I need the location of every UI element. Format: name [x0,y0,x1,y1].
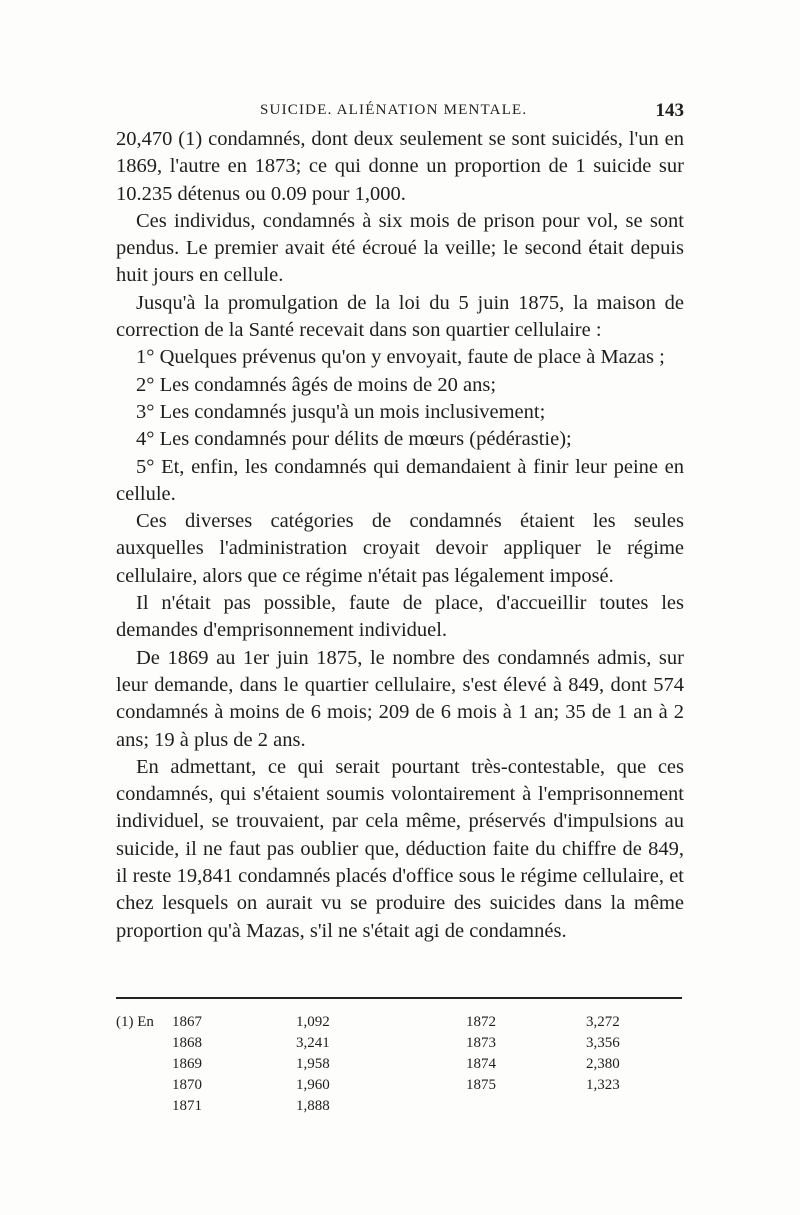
list-item: 3° Les condamnés jusqu'à un mois inclusivement; [136,400,546,423]
footnote-year: 1870 [172,1077,202,1093]
footnote-row [116,1075,682,1096]
footnote-value: 3,356 [586,1035,620,1051]
list-item: 5° Et, enfin, les condamnés qui demandaient à finir leur peine en cellule. [116,455,684,505]
list-item: 4° Les condamnés pour délits de mœurs (pédérastie); [136,428,572,451]
footnote-year: 1872 [466,1014,496,1030]
footnote-year: 1875 [466,1077,496,1093]
page-number: 143 [655,100,684,121]
footnote-value: 2,380 [586,1056,620,1072]
footnote-year: 1871 [172,1098,202,1114]
footnote-value: 1,960 [296,1077,330,1093]
footnote-row [116,1033,682,1054]
paragraph: Ces diverses catégories de condamnés étaient les seules auxquelles l'administration croyait devoir appliquer le régime cellulaire, alors que ce régime n'était pas légalement imposé. [116,510,684,587]
footnote-value: 3,272 [586,1014,620,1030]
paragraph: Il n'était pas possible, faute de place, d'accueillir toutes les demandes d'emprisonnement individuel. [116,592,684,642]
list-item: 2° Les condamnés âgés de moins de 20 ans; [136,373,497,396]
footnote-value: 3,241 [296,1035,330,1051]
footnote-row [116,1096,682,1117]
body-text [116,126,684,945]
footnote-row [116,1054,682,1075]
footnote-value: 1,092 [296,1014,330,1030]
footnote-divider [116,997,682,999]
running-title: SUICIDE. ALIÉNATION MENTALE. [260,102,528,118]
footnote-value: 1,323 [586,1077,620,1093]
footnote-value: 1,888 [296,1098,330,1114]
paragraph: 20,470 (1) condamnés, dont deux seulement se sont suicidés, l'un en 1869, l'autre en 1873; ce qui donne un proportion de 1 suicide sur 10.235 détenus ou 0.09 pour 1,000. [116,128,684,205]
footnote-year: 1868 [172,1035,202,1051]
footnote-row [116,1012,682,1033]
footnote-year: 1867 [172,1014,202,1030]
footnote-year: 1873 [466,1035,496,1051]
paragraph: De 1869 au 1er juin 1875, le nombre des condamnés admis, sur leur demande, dans le quartier cellulaire, s'est élevé à 849, dont 574 condamnés à moins de 6 mois; 209 de 6 mois à 1 an; 35 de 1 an à 2 ans; 19 à plus de 2 ans. [116,646,684,751]
footnote-year: 1874 [466,1056,496,1072]
list-item: 1° Quelques prévenus qu'on y envoyait, faute de place à Mazas ; [136,346,665,369]
footnote-year: 1869 [172,1056,202,1072]
footnote-value: 1,958 [296,1056,330,1072]
footnote-mark: (1) En [116,1014,154,1030]
paragraph: En admettant, ce qui serait pourtant très-contestable, que ces condamnés, qui s'étaient soumis volontairement à l'emprisonnement individuel, se trouvaient, par cela même, préservés d'impulsions au suicide, il ne faut pas oublier que, déduction faite du chiffre de 849, il reste 19,841 condamnés placés d'office sous le régime cellulaire, et chez lesquels on aurait vu se produire des suicides dans la même proportion qu'à Mazas, s'il ne s'était agi de condamnés. [116,755,684,942]
page-header [116,102,684,124]
paragraph: Ces individus, condamnés à six mois de prison pour vol, se sont pendus. Le premier avait été écroué la veille; le second était depuis huit jours en cellule. [116,209,684,287]
paragraph: Jusqu'à la promulgation de la loi du 5 juin 1875, la maison de correction de la Santé recevait dans son quartier cellulaire : [116,291,684,342]
footnote [116,1012,682,1117]
